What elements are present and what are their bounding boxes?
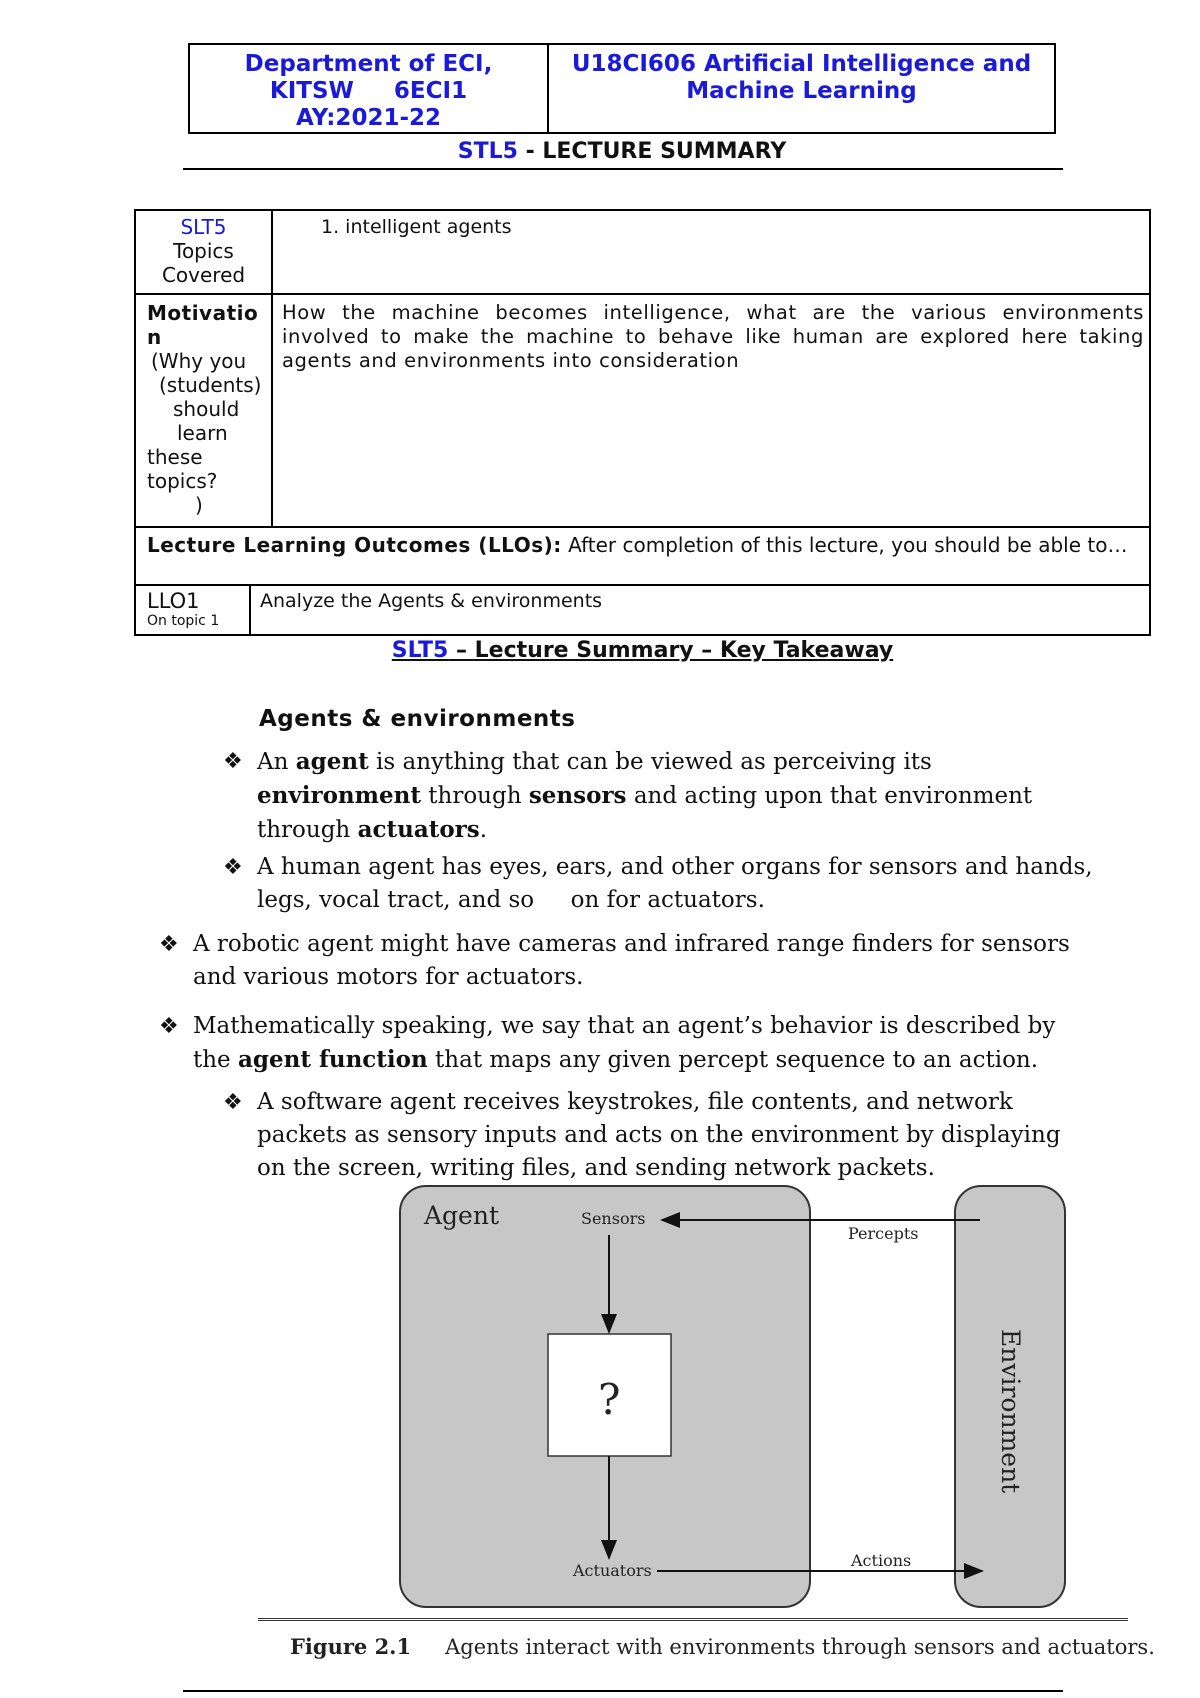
motivation-sub: (Why you (151, 349, 247, 373)
page-title-code: STL5 (457, 139, 518, 164)
motivation-sub: (students) (159, 373, 262, 397)
diamond-bullet-icon: ❖ (223, 855, 243, 880)
key-takeaway-code: SLT5 (391, 638, 449, 663)
header-course-line-2: Machine Learning (686, 78, 917, 104)
bullet-robotic-agent: ❖ A robotic agent might have cameras and infrared range finders for sensors and various motors for actuators. (193, 928, 1070, 994)
page-title (183, 139, 1061, 165)
environment-label: Environment (996, 1329, 1025, 1494)
bullet-agent-function: ❖ Mathematically speaking, we say that an agent’s behavior is described by the agent function that maps any given percept sequence to an action. (193, 1010, 1055, 1077)
figure-caption-text: Agents interact with environments through sensors and actuators. (445, 1635, 1155, 1659)
question-mark: ? (598, 1375, 621, 1424)
actuators-label: Actuators (573, 1561, 652, 1580)
page-title-text: - LECTURE SUMMARY (517, 139, 787, 164)
llo-heading-bold: Lecture Learning Outcomes (LLOs): (147, 533, 562, 557)
percepts-label: Percepts (848, 1224, 919, 1243)
llo1-label (147, 589, 219, 629)
header-course-line: U18CI606 Artificial Intelligence and (571, 51, 1032, 77)
figure-caption-number: Figure 2.1 (290, 1634, 412, 1659)
title-divider (183, 168, 1063, 170)
agent-label: Agent (424, 1201, 499, 1230)
topics-label-line-2: Covered (161, 263, 246, 287)
topics-label-line: Topics (173, 239, 234, 263)
motivation-sub: ) (195, 493, 203, 517)
diamond-bullet-icon: ❖ (223, 1090, 243, 1115)
llo1-row (134, 584, 1151, 636)
diamond-bullet-icon: ❖ (159, 932, 179, 957)
motivation-sub: these (147, 445, 203, 469)
bottom-divider (183, 1690, 1063, 1692)
topics-label (136, 215, 271, 287)
topics-label-code: SLT5 (180, 215, 227, 239)
bullet-software-agent: ❖ A software agent receives keystrokes, file contents, and network packets as sensory inputs and acts on the environment by displaying on the screen, writing files, and sending network packets. (257, 1086, 1061, 1185)
bullet-human-agent: ❖ A human agent has eyes, ears, and other organs for sensors and hands, legs, vocal tract, and so on for actuators. (257, 851, 1093, 917)
figure-caption (290, 1634, 1155, 1660)
llo-heading-text: After completion of this lecture, you should be able to… (568, 533, 1128, 557)
header-class-line: KITSW 6ECI1 (269, 78, 468, 104)
header-box (188, 43, 1056, 134)
diamond-bullet-icon: ❖ (159, 1014, 179, 1039)
topics-row (134, 209, 1151, 295)
key-takeaway-title (134, 638, 1151, 664)
agent-environment-diagram (398, 1184, 1068, 1612)
actions-label: Actions (851, 1551, 912, 1570)
motivation-sub: topics? (147, 469, 218, 493)
header-course (549, 45, 1054, 132)
sensors-label: Sensors (581, 1209, 646, 1228)
topics-value: 1. intelligent agents (321, 216, 512, 238)
motivation-row (134, 293, 1151, 528)
llo-heading-row (134, 526, 1151, 586)
header-department (190, 45, 549, 132)
llo-heading (147, 533, 1137, 557)
motivation-sub: learn (177, 421, 228, 445)
llo1-sub: On topic 1 (147, 613, 220, 629)
section-heading: Agents & environments (259, 706, 576, 732)
motivation-label-title: Motivatio n (147, 301, 259, 349)
motivation-label (147, 301, 271, 517)
motivation-sub: should (173, 397, 240, 421)
figure-rule (258, 1618, 1128, 1621)
llo1-code: LLO1 (147, 589, 200, 613)
key-takeaway-text: – Lecture Summary – Key Takeaway (448, 638, 894, 663)
motivation-text: How the machine becomes intelligence, what are the various environments involved to make the machine to behave like human are explored here taking agents and environments into consideration (282, 301, 1144, 372)
header-dept-line: Department of ECI, (244, 51, 493, 77)
diamond-bullet-icon: ❖ (223, 749, 243, 774)
bullet-agent-definition: ❖ An agent is anything that can be viewed as perceiving its environment through sensors and acting upon that environment through actuators. (257, 745, 1032, 847)
llo1-text: Analyze the Agents & environments (260, 590, 603, 612)
header-year-line: AY:2021-22 (295, 105, 442, 131)
